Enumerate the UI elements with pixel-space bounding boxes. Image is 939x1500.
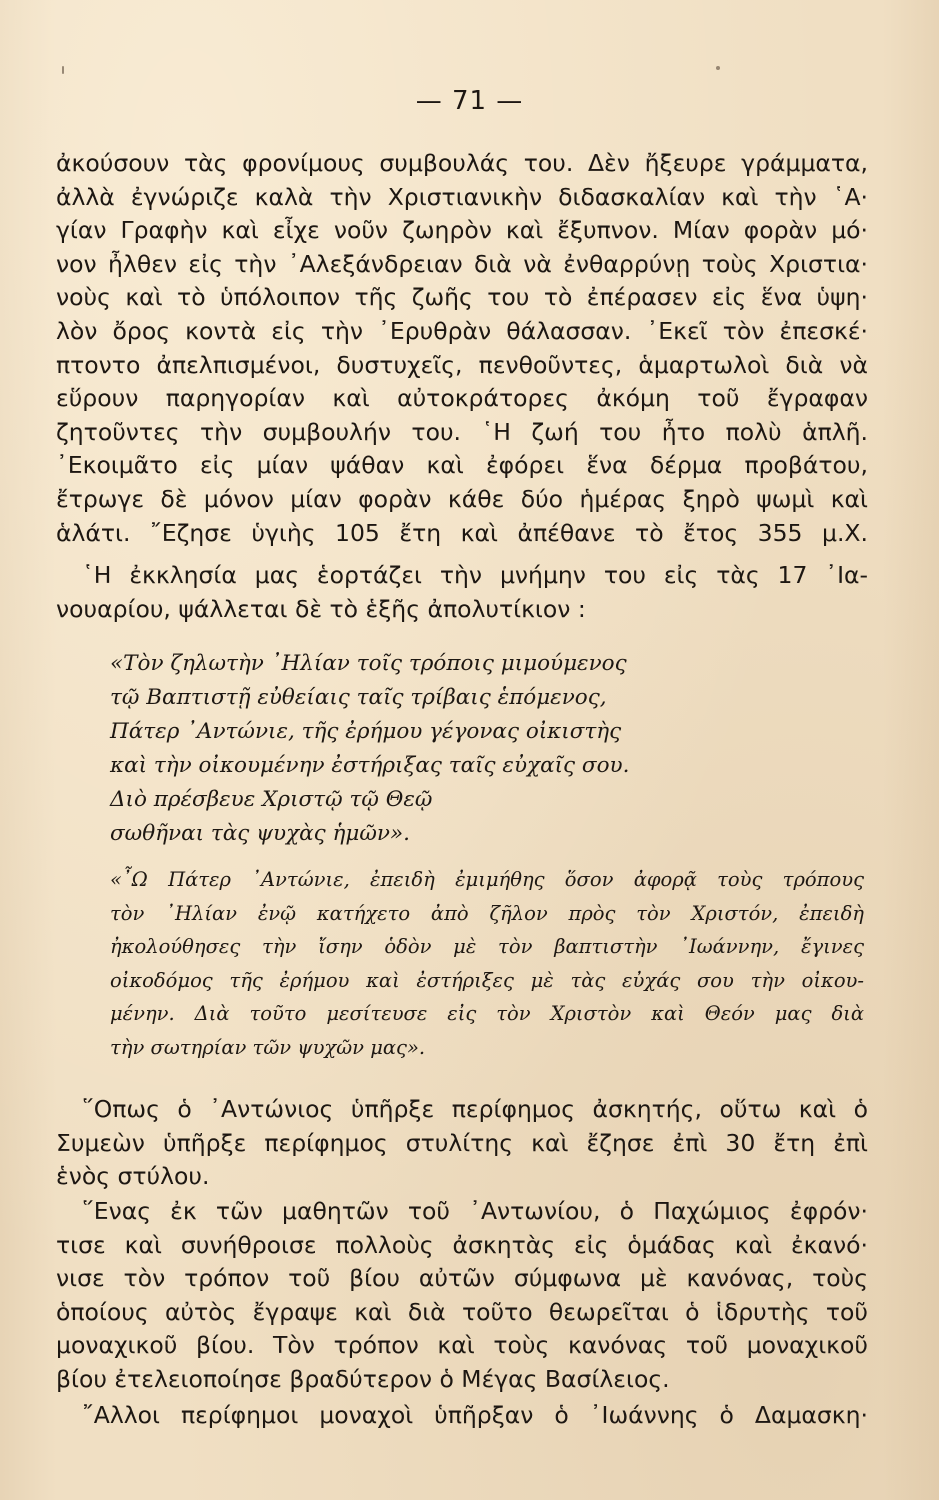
paragraph-symeon — [56, 1093, 868, 1194]
hymn-line: καὶ τὴν οἰκουμένην ἐστήριξας ταῖς εὐχαῖς σου. — [110, 753, 630, 778]
text-line: ῎Αλλοι περίφημοι μοναχοὶ ὑπῆρξαν ὁ ᾿Ιωάννης ὁ Δαμασκη· — [82, 1401, 868, 1429]
text-line: βίου ἐτελειοποίησε βραδύτερον ὁ Μέγας Βασίλειος. — [56, 1364, 670, 1393]
translation-line: μένην. Διὰ τοῦτο μεσίτευσε εἰς τὸν Χριστὸν καὶ Θεόν μας διὰ — [110, 1002, 864, 1025]
page-number: — 71 — — [415, 86, 524, 116]
paper-speck — [716, 66, 720, 70]
hymn-line: σωθῆναι τὰς ψυχὰς ἡμῶν». — [110, 821, 410, 846]
text-line: εὕρουν παρηγορίαν καὶ αὐτοκράτορες ἀκόμη τοῦ ἔγραφαν — [56, 384, 868, 413]
translation-line: ἠκολούθησες τὴν ἴσην ὁδὸν μὲ τὸν βαπτιστὴν ᾿Ιωάννην, ἔγινες — [110, 935, 864, 958]
paper-speck — [62, 66, 64, 74]
text-line: ζητοῦντες τὴν συμβουλήν του. ῾Η ζωή του ἦτο πολὺ ἁπλῆ. — [56, 417, 868, 446]
hymn-translation — [110, 863, 864, 1064]
text-line: ἔτρωγε δὲ μόνον μίαν φορὰν κάθε δύο ἡμέρας ξηρὸ ψωμὶ καὶ — [56, 484, 868, 513]
paragraph-other-monks — [56, 1399, 868, 1433]
text-line: πτοντο ἀπελπισμένοι, δυστυχεῖς, πενθοῦντες, ἁμαρτωλοὶ διὰ νὰ — [56, 350, 868, 379]
text-line: ἀκούσουν τὰς φρονίμους συμβουλάς του. Δὲν ἤξευρε γράμματα, — [56, 149, 868, 177]
text-line: ᾿Εκοιμᾶτο εἰς μίαν ψάθαν καὶ ἐφόρει ἕνα δέρμα προβάτου, — [56, 451, 868, 480]
translation-line: «῏Ω Πάτερ ᾿Αντώνιε, ἐπειδὴ ἐμιμήθης ὅσον ἀφορᾷ τοὺς τρόπους — [110, 868, 864, 891]
text-line: ἑνὸς στύλου. — [56, 1162, 210, 1191]
paragraph-pachomius — [56, 1195, 868, 1397]
apolytikion-hymn — [110, 647, 810, 851]
text-line: γίαν Γραφὴν καὶ εἶχε νοῦν ζωηρὸν καὶ ἔξυπνον. Μίαν φορὰν μό· — [56, 216, 868, 245]
text-line: νουαρίου, ψάλλεται δὲ τὸ ἑξῆς ἀπολυτίκιον : — [56, 594, 586, 623]
text-line: μοναχικοῦ βίου. Τὸν τρόπον καὶ τοὺς κανόνας τοῦ μοναχικοῦ — [56, 1331, 868, 1360]
text-line: ῞Οπως ὁ ᾿Αντώνιος ὑπῆρξε περίφημος ἀσκητής, οὕτω καὶ ὁ — [82, 1095, 868, 1123]
text-line: νισε τὸν τρόπον τοῦ βίου αὐτῶν σύμφωνα μὲ κανόνας, τοὺς — [56, 1264, 868, 1293]
hymn-line: Πάτερ ᾿Αντώνιε, τῆς ἐρήμου γέγονας οἰκιστὴς — [110, 719, 622, 744]
text-line: Συμεὼν ὑπῆρξε περίφημος στυλίτης καὶ ἔζησε ἐπὶ 30 ἔτη ἐπὶ — [56, 1128, 868, 1157]
hymn-line: Διὸ πρέσβευε Χριστῷ τῷ Θεῷ — [110, 787, 433, 812]
translation-line: τὴν σωτηρίαν τῶν ψυχῶν μας». — [110, 1035, 426, 1059]
translation-line: τὸν ᾿Ηλίαν ἐνῷ κατήχετο ἀπὸ ζῆλον πρὸς τὸν Χριστόν, ἐπειδὴ — [110, 901, 864, 925]
translation-line: οἰκοδόμος τῆς ἐρήμου καὶ ἐστήριξες μὲ τὰς εὐχάς σου τὴν οἰκου- — [110, 968, 864, 992]
paragraph-antonius-life — [56, 147, 868, 550]
text-line: ῾Η ἐκκλησία μας ἑορτάζει τὴν μνήμην του εἰς τὰς 17 ᾿Ια- — [82, 561, 868, 589]
hymn-line: τῷ Βαπτιστῇ εὐθείαις ταῖς τρίβαις ἑπόμενος, — [110, 685, 607, 710]
text-line: ἁλάτι. ῎Εζησε ὑγιὴς 105 ἔτη καὶ ἀπέθανε τὸ ἔτος 355 μ.Χ. — [56, 518, 868, 547]
hymn-line: «Τὸν ζηλωτὴν ᾿Ηλίαν τοῖς τρόποις μιμούμενος — [110, 651, 627, 676]
text-line: τισε καὶ συνήθροισε πολλοὺς ἀσκητὰς εἰς ὁμάδας καὶ ἐκανό· — [56, 1230, 868, 1259]
paragraph-feast-day — [56, 559, 868, 626]
text-line: λὸν ὄρος κοντὰ εἰς τὴν ᾿Ερυθρὰν θάλασσαν. ᾿Εκεῖ τὸν ἐπεσκέ· — [56, 316, 868, 345]
text-line: ὁποίους αὐτὸς ἔγραψε καὶ διὰ τοῦτο θεωρεῖται ὁ ἱδρυτὴς τοῦ — [56, 1297, 868, 1326]
text-line: νον ἦλθεν εἰς τὴν ᾿Αλεξάνδρειαν διὰ νὰ ἐνθαρρύνῃ τοὺς Χριστια· — [56, 249, 868, 278]
text-line: νοὺς καὶ τὸ ὑπόλοιπον τῆς ζωῆς του τὸ ἐπέρασεν εἰς ἕνα ὑψη· — [56, 283, 868, 312]
text-line: ῞Ενας ἐκ τῶν μαθητῶν τοῦ ᾿Αντωνίου, ὁ Παχώμιος ἐφρόν· — [82, 1197, 868, 1225]
text-line: ἀλλὰ ἐγνώριζε καλὰ τὴν Χριστιανικὴν διδασκαλίαν καὶ τὴν ῾Α· — [56, 182, 868, 211]
